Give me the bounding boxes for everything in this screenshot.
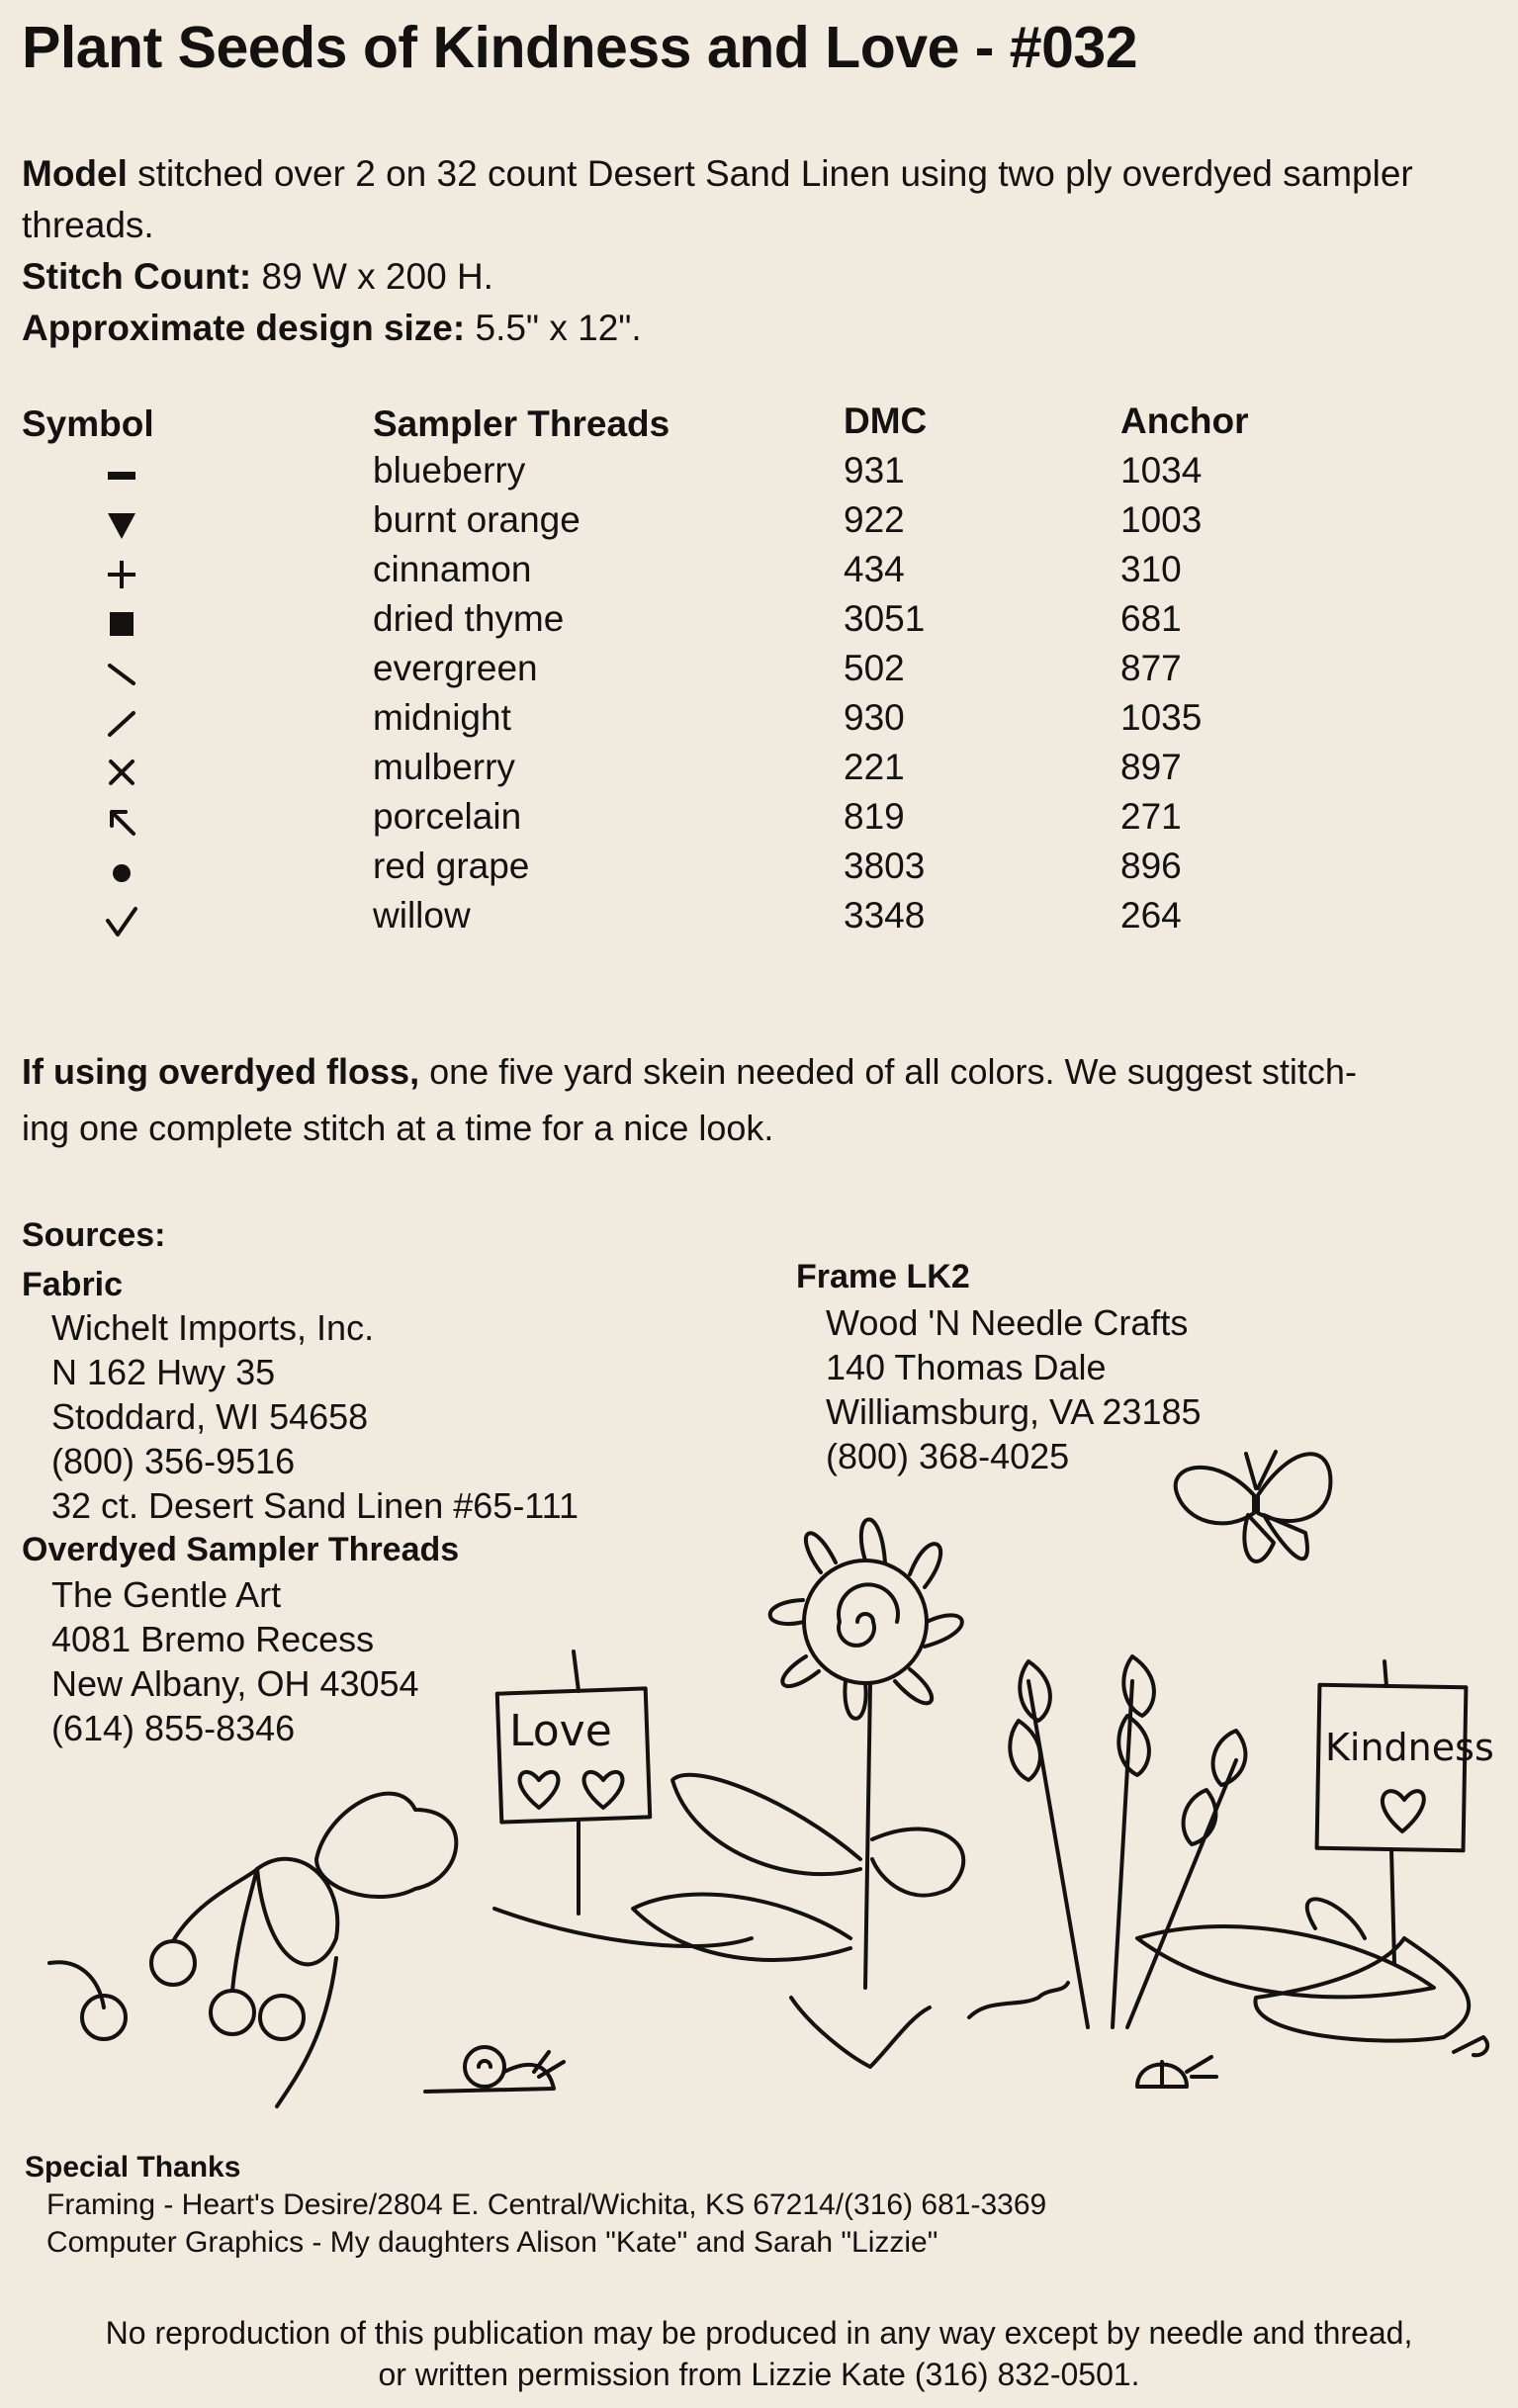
thread-name: porcelain — [373, 796, 522, 837]
design-size-label: Approximate design size: — [22, 308, 466, 348]
graphics-credit: Computer Graphics - My daughters Alison "Kate" and Sarah "Lizzie" — [46, 2226, 938, 2259]
address-line: 140 Thomas Dale — [826, 1347, 1107, 1387]
dmc-number: 221 — [844, 747, 905, 787]
anchor-number: 896 — [1120, 846, 1182, 886]
sources-heading: Sources: — [22, 1216, 166, 1254]
anchor-number: 264 — [1120, 895, 1182, 936]
dmc-number: 3803 — [844, 846, 926, 886]
anchor-number: 877 — [1120, 648, 1182, 688]
footer-line1: No reproduction of this publication may be produced in any way except by needle and thread, — [105, 2315, 1413, 2351]
dmc-number: 930 — [844, 697, 905, 738]
address-line: Wichelt Imports, Inc. — [51, 1307, 375, 1348]
thread-name: willow — [373, 895, 471, 936]
address-line: 32 ct. Desert Sand Linen #65-111 — [51, 1485, 580, 1526]
anchor-number: 897 — [1120, 747, 1182, 787]
framing-credit: Framing - Heart's Desire/2804 E. Central/Wichita, KS 67214/(316) 681-3369 — [46, 2188, 1047, 2221]
header-threads: Sampler Threads — [373, 403, 670, 444]
thread-name: midnight — [373, 697, 511, 738]
dmc-number: 931 — [844, 450, 905, 491]
ladybug-icon — [1137, 2057, 1216, 2087]
cherries-icon — [49, 1794, 456, 2106]
header-anchor: Anchor — [1120, 401, 1249, 441]
wheat-icon — [1010, 1656, 1245, 2027]
thread-name: dried thyme — [373, 598, 565, 639]
love-sign-text: Love — [509, 1706, 612, 1756]
floss-note-line2: ing one complete stitch at a time for a nice look. — [22, 1108, 774, 1148]
page-title: Plant Seeds of Kindness and Love - #032 — [22, 15, 1138, 80]
thread-name: burnt orange — [373, 499, 580, 540]
frame-heading: Frame LK2 — [796, 1258, 970, 1295]
dmc-number: 434 — [844, 549, 905, 589]
thread-name: evergreen — [373, 648, 538, 688]
address-line: Williamsburg, VA 23185 — [826, 1391, 1202, 1432]
address-line: Wood 'N Needle Crafts — [826, 1302, 1189, 1343]
model-label: Model — [22, 153, 128, 194]
header-symbol: Symbol — [22, 403, 154, 444]
address-line: (800) 356-9516 — [51, 1441, 296, 1481]
love-sign — [497, 1651, 650, 1914]
address-line: Stoddard, WI 54658 — [51, 1396, 369, 1437]
fabric-heading: Fabric — [22, 1266, 124, 1303]
address-line: (614) 855-8346 — [51, 1708, 296, 1748]
anchor-number: 681 — [1120, 598, 1182, 639]
anchor-number: 1035 — [1120, 697, 1203, 738]
thread-name: cinnamon — [373, 549, 532, 589]
dmc-number: 922 — [844, 499, 905, 540]
dmc-number: 819 — [844, 796, 905, 837]
anchor-number: 271 — [1120, 796, 1182, 837]
anchor-number: 1003 — [1120, 499, 1203, 540]
address-line: 4081 Bremo Recess — [51, 1619, 375, 1659]
special-thanks — [25, 2149, 1046, 2262]
thread-name: red grape — [373, 846, 530, 886]
threads-heading: Overdyed Sampler Threads — [22, 1531, 460, 1568]
stitch-count-label: Stitch Count: — [22, 256, 252, 297]
floss-note-label: If using overdyed floss, — [22, 1051, 420, 1092]
snail-icon — [425, 2047, 564, 2092]
design-size-value: 5.5" x 12". — [475, 308, 642, 348]
thread-name: mulberry — [373, 747, 515, 787]
address-line: N 162 Hwy 35 — [51, 1352, 276, 1392]
dmc-number: 3051 — [844, 598, 926, 639]
kindness-sign-text: Kindness — [1325, 1726, 1494, 1769]
dmc-number: 3348 — [844, 895, 926, 936]
anchor-number: 310 — [1120, 549, 1182, 589]
thread-name: blueberry — [373, 450, 526, 491]
anchor-number: 1034 — [1120, 450, 1203, 491]
butterfly-icon — [1176, 1452, 1331, 1561]
floss-note-line1: one five yard skein needed of all colors. We suggest stitch- — [429, 1051, 1357, 1092]
address-line: New Albany, OH 43054 — [51, 1663, 419, 1704]
copyright-notice — [0, 2312, 1518, 2395]
leaves-icon — [494, 1899, 1487, 2067]
stitch-count-value: 89 W x 200 H. — [261, 256, 493, 297]
address-line: (800) 368-4025 — [826, 1436, 1070, 1476]
footer-line2: or written permission from Lizzie Kate (316) 832-0501. — [378, 2357, 1140, 2392]
special-thanks-heading: Special Thanks — [25, 2151, 241, 2184]
dmc-number: 502 — [844, 648, 905, 688]
kindness-sign — [1317, 1661, 1467, 1963]
model-text: stitched over 2 on 32 count Desert Sand Linen using two ply overdyed sampler threads. — [22, 153, 1413, 245]
header-dmc: DMC — [844, 401, 928, 441]
address-line: The Gentle Art — [51, 1574, 282, 1615]
sunflower-icon — [633, 1519, 963, 1988]
